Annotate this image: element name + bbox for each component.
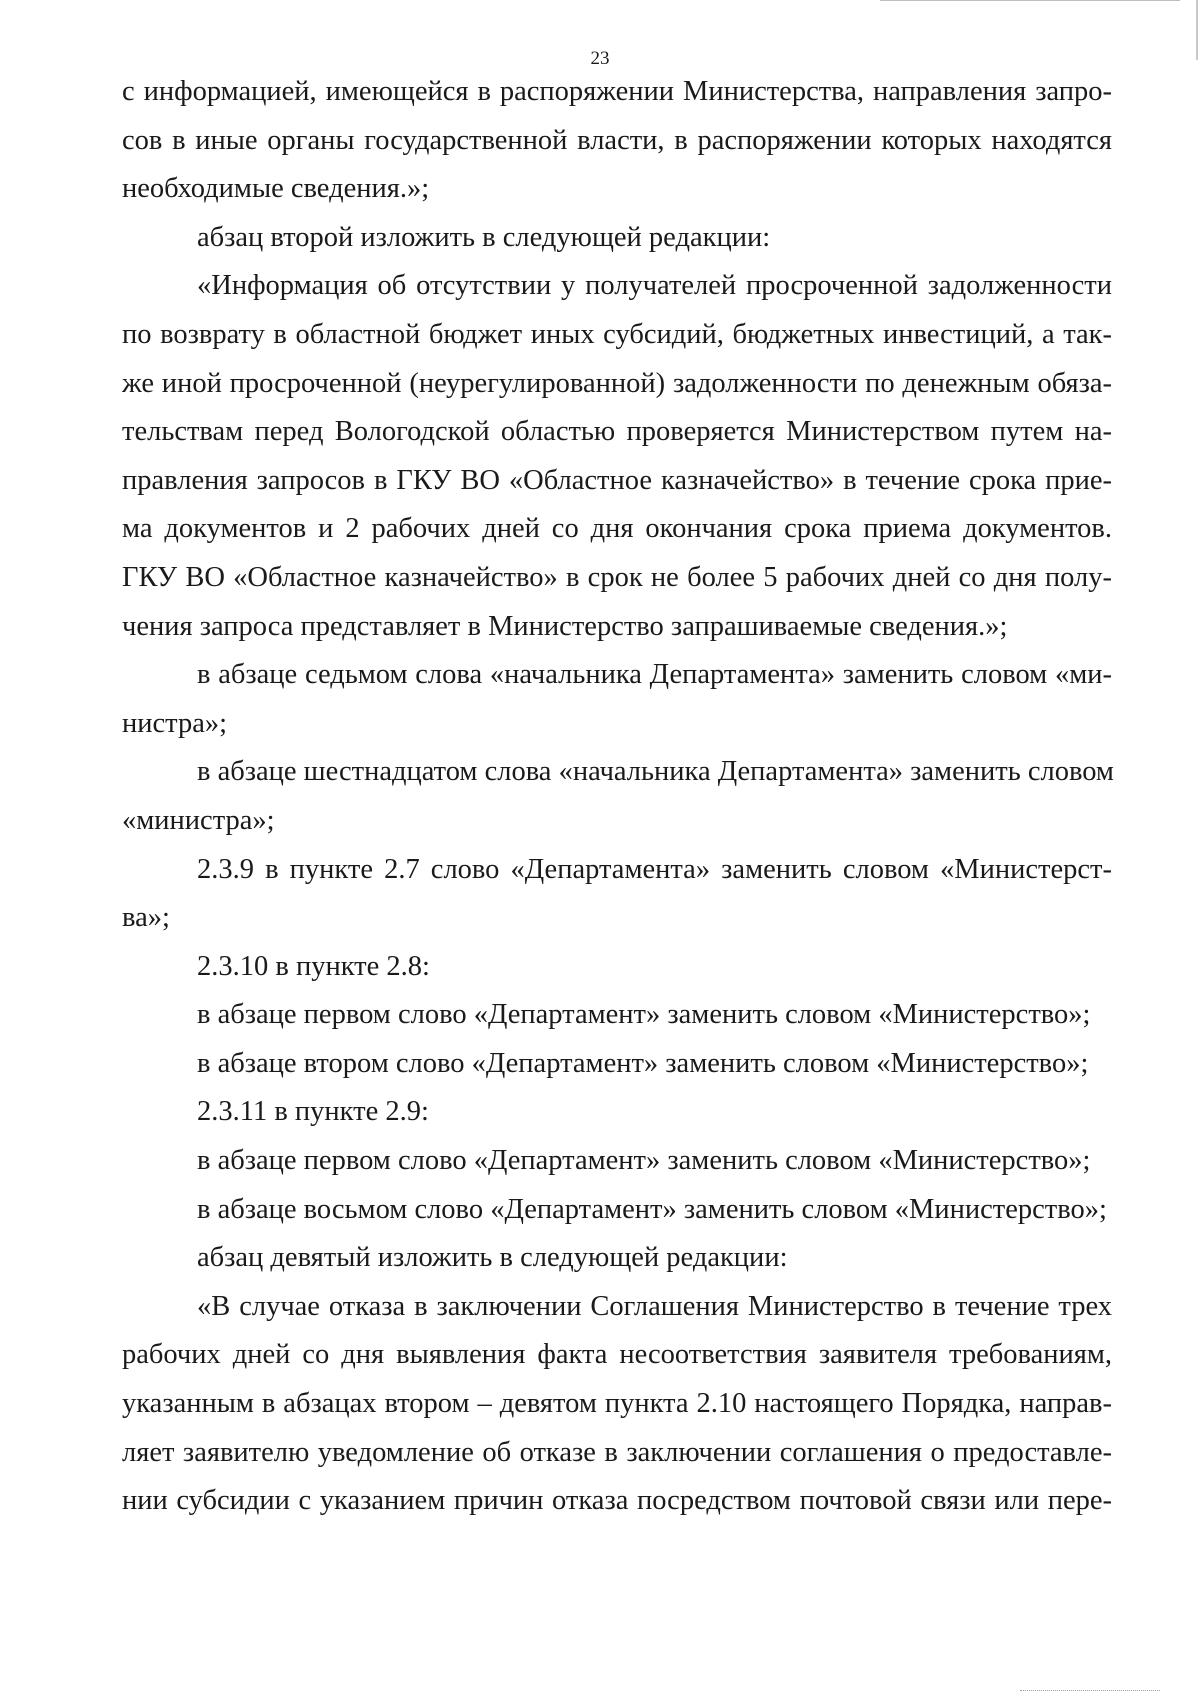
text-line: ляет заявителю уведомление об отказе в заключении соглашения о предоставле- [122,1436,1112,1468]
text-line: «В случае отказа в заключении Соглашения Министерство в течение трех [197,1290,1112,1322]
paragraph [122,748,1112,845]
text-line: сов в иные органы государственной власти, в распоряжении которых находятся [122,124,1112,156]
text-line: рабочих дней со дня выявления факта несоответствия заявителя требованиям, [122,1339,1112,1371]
text-line: правления запросов в ГКУ ВО «Областное казначейство» в течение срока прие- [122,464,1112,496]
paragraph [122,1137,1112,1186]
text-line: «Информация об отсутствии у получателей просроченной задолженности [197,270,1112,302]
text-line: ва»; [122,902,170,934]
text-line: 2.3.11 в пункте 2.9: [197,1096,429,1128]
paragraph [122,68,1112,214]
text-line: в абзаце восьмом слово «Департамент» заменить словом «Министерство»; [197,1193,1107,1225]
paragraph [122,1186,1112,1235]
scan-artifact-top [880,0,1180,4]
paragraph [122,846,1112,943]
text-line: в абзаце первом слово «Департамент» заменить словом «Министерство»; [197,999,1091,1031]
text-line: нии субсидии с указанием причин отказа посредством почтовой связи или пере- [122,1485,1112,1517]
text-line: в абзаце шестнадцатом слова «начальника Департамента» заменить словом [197,756,1114,788]
paragraph [122,991,1112,1040]
text-line: нистра»; [122,707,228,739]
text-line: тельствам перед Вологодской областью проверяется Министерством путем на- [122,416,1112,448]
text-line: в абзаце седьмом слова «начальника Департамента» заменить словом «ми- [197,659,1112,691]
paragraph [122,1283,1112,1526]
text-line: «министра»; [122,804,275,836]
paragraph [122,1088,1112,1137]
text-line: же иной просроченной (неурегулированной) задолженности по денежным обяза- [122,367,1112,399]
scan-artifact-bottom [1020,1688,1160,1691]
paragraph [122,262,1112,651]
paragraph [122,1040,1112,1089]
text-line: по возврату в областной бюджет иных субсидий, бюджетных инвестиций, а так- [122,318,1112,350]
text-line: 2.3.9 в пункте 2.7 слово «Департамента» заменить словом «Министерст- [197,853,1112,885]
text-line: ГКУ ВО «Областное казначейство» в срок не более 5 рабочих дней со дня полу- [122,561,1112,593]
text-line: в абзаце втором слово «Департамент» заменить словом «Министерство»; [197,1047,1089,1079]
text-line: указанным в абзацах втором – девятом пункта 2.10 настоящего Порядка, направ- [122,1388,1112,1420]
document-body [122,68,1112,1526]
text-line: абзац второй изложить в следующей редакции: [197,221,771,253]
text-line: в абзаце первом слово «Департамент» заменить словом «Министерство»; [197,1145,1091,1177]
paragraph [122,214,1112,263]
text-line: ма документов и 2 рабочих дней со дня окончания срока приема документов. [122,513,1112,545]
paragraph [122,651,1112,748]
text-line: необходимые сведения.»; [122,173,430,205]
text-line: абзац девятый изложить в следующей редакции: [197,1242,788,1274]
paragraph [122,1234,1112,1283]
text-line: с информацией, имеющейся в распоряжении Министерства, направления запро- [122,76,1112,107]
text-line: чения запроса представляет в Министерство запрашиваемые сведения.»; [122,610,1008,642]
text-line: 2.3.10 в пункте 2.8: [197,950,430,982]
page-number: 23 [590,48,610,69]
paragraph [122,943,1112,992]
